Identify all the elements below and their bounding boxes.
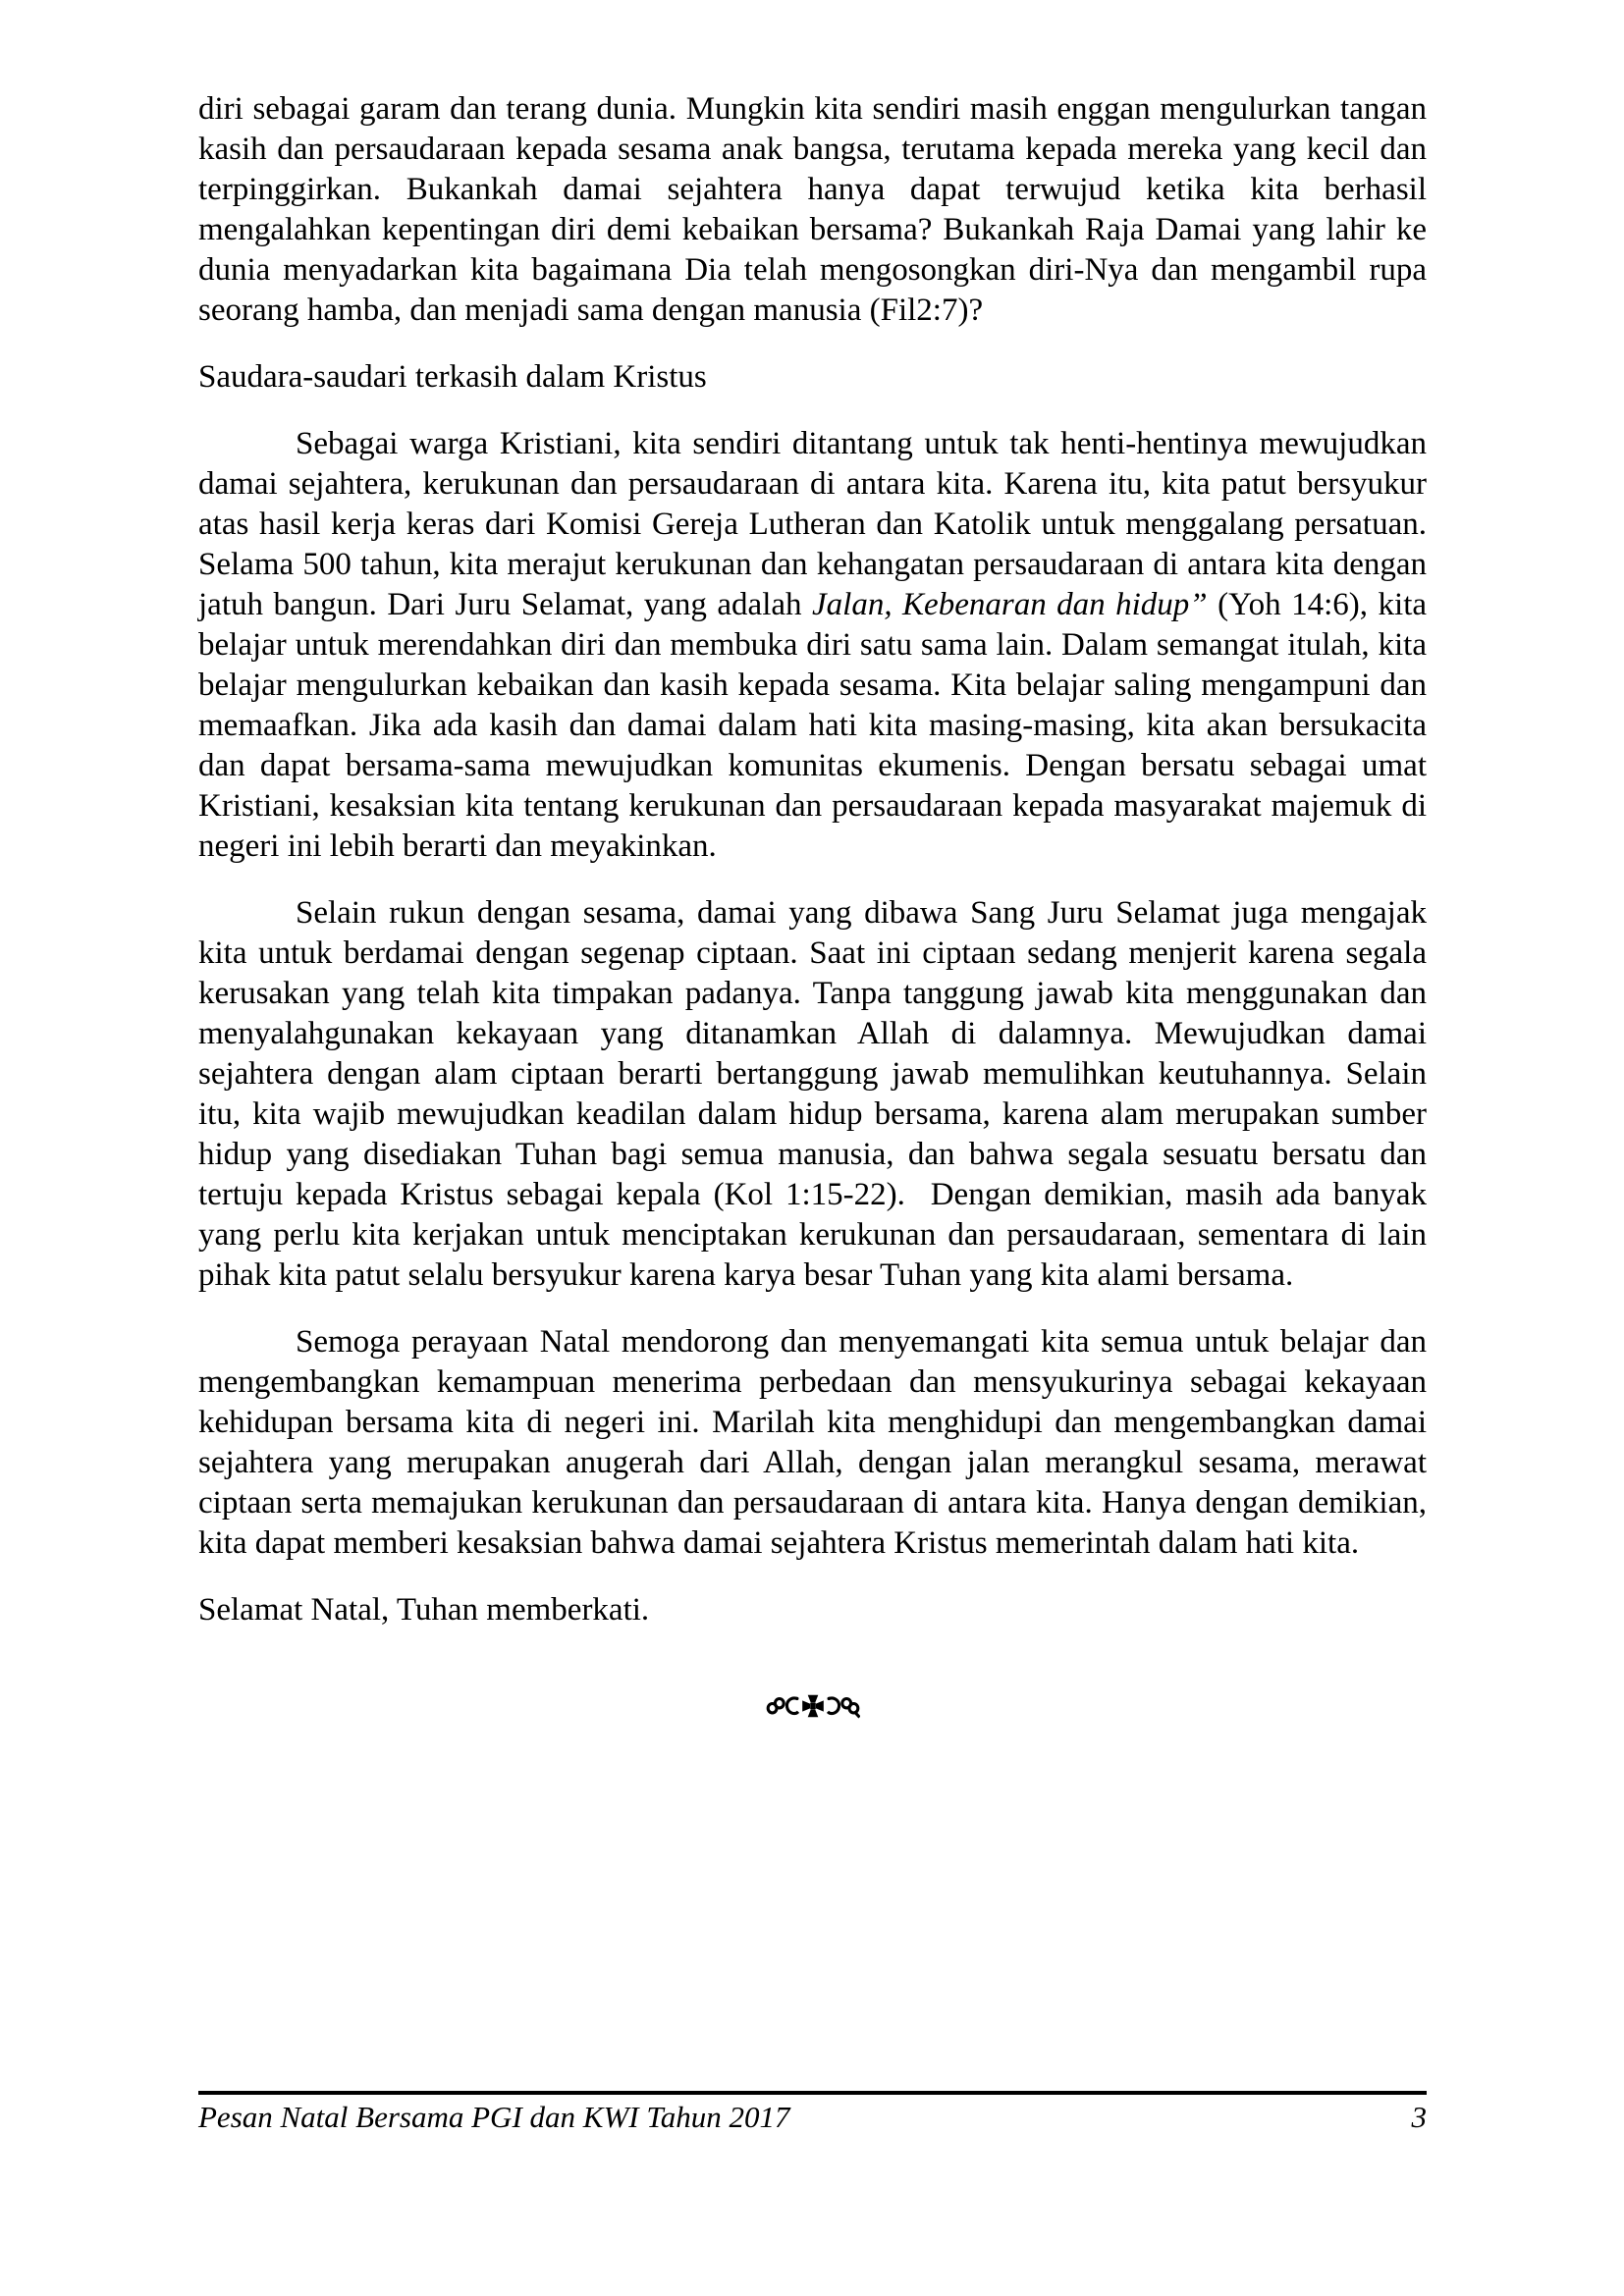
text-run: Semoga perayaan Natal mendorong dan menyemangati kita semua untuk belajar dan mengembangkan kemampuan menerima perbedaan dan mensyukurinya sebagai kekayaan kehidupan bersama kita di negeri ini. Marilah kita menghidupi dan mengembangkan damai sejahtera yang merupakan anugerah dari Allah, dengan jalan merangkul sesama, merawat ciptaan serta memajukan kerukunan dan persaudaraan di antara kita. Hanya dengan demikian, kita dapat memberi kesaksian bahwa damai sejahtera Kristus memerintah dalam hati kita. — [198, 1324, 1427, 1561]
text-run: Saudara-saudari terkasih dalam Kristus — [198, 359, 707, 395]
salutation-heading — [198, 357, 1427, 398]
text-run: diri sebagai garam dan terang dunia. Mungkin kita sendiri masih enggan mengulurkan tangan kasih dan persaudaraan kepada sesama anak bangsa, terutama kepada mereka yang kecil dan terpinggirkan. Bukankah damai sejahtera hanya dapat terwujud ketika kita berhasil mengalahkan kepentingan diri demi kebaikan bersama? Bukankah Raja Damai yang lahir ke dunia menyadarkan kita bagaimana Dia telah mengosongkan diri-Nya dan mengambil rupa seorang hamba, dan menjadi sama dengan manusia (Fil2:7)? — [198, 91, 1427, 328]
page-number: 3 — [1411, 2100, 1427, 2134]
italic-text-run: Jalan, Kebenaran dan hidup” — [812, 587, 1208, 622]
page-footer — [198, 2091, 1427, 2136]
footer-document-title: Pesan Natal Bersama PGI dan KWI Tahun 2017 — [198, 2100, 790, 2134]
paragraph-peace-with-creation — [198, 893, 1427, 1296]
paragraph-christmas-hope — [198, 1322, 1427, 1564]
text-run: Selain rukun dengan sesama, damai yang dibawa Sang Juru Selamat juga mengajak kita untuk berdamai dengan segenap ciptaan. Saat ini ciptaan sedang menjerit karena segala kerusakan yang telah kita timpakan padanya. Tanpa tanggung jawab kita menggunakan dan menyalahgunakan kekayaan yang ditanamkan Allah di dalamnya. Mewujudkan damai sejahtera dengan alam ciptaan berarti bertanggung jawab memulihkan keutuhannya. Selain itu, kita wajib mewujudkan keadilan dalam hidup bersama, karena alam merupakan sumber hidup yang disediakan Tuhan bagi semua manusia, dan bahwa segala sesuatu bersatu dan tertuju kepada Kristus sebagai kepala (Kol 1:15-22). Dengan demikian, masih ada banyak yang perlu kita kerjakan untuk menciptakan kerukunan dan persaudaraan, sementara di lain pihak kita patut selalu bersyukur karena karya besar Tuhan yang kita alami bersama. — [198, 895, 1427, 1293]
text-run: Selamat Natal, Tuhan memberkati. — [198, 1592, 650, 1628]
paragraph-continuation — [198, 89, 1427, 331]
document-body — [198, 89, 1427, 1719]
scrolls-with-cross-pattee-icon — [766, 1693, 860, 1719]
closing-greeting — [198, 1590, 1427, 1630]
paragraph-ecumenical-unity — [198, 424, 1427, 867]
text-run: (Yoh 14:6), kita belajar untuk merendahkan diri dan membuka diri satu sama lain. Dalam semangat itulah, kita belajar mengulurkan kebaikan dan kasih kepada sesama. Kita belajar saling mengampuni dan memaafkan. Jika ada kasih dan damai dalam hati kita masing-masing, kita akan bersukacita dan dapat bersama-sama mewujudkan komunitas ekumenis. Dengan bersatu sebagai umat Kristiani, kesaksian kita tentang kerukunan dan persaudaraan kepada masyarakat majemuk di negeri ini lebih berarti dan meyakinkan. — [198, 587, 1428, 864]
ornament-divider — [198, 1693, 1427, 1719]
text-run: Sebagai warga Kristiani, kita sendiri ditantang untuk tak henti-hentinya mewujudkan damai sejahtera, kerukunan dan persaudaraan di antara kita. Karena itu, kita patut bersyukur atas hasil kerja keras dari Komisi Gereja Lutheran dan Katolik untuk menggalang persatuan. Selama 500 tahun, kita merajut kerukunan dan kehangatan persaudaraan di antara kita dengan jatuh bangun. Dari Juru Selamat, yang adalah — [198, 426, 1427, 622]
